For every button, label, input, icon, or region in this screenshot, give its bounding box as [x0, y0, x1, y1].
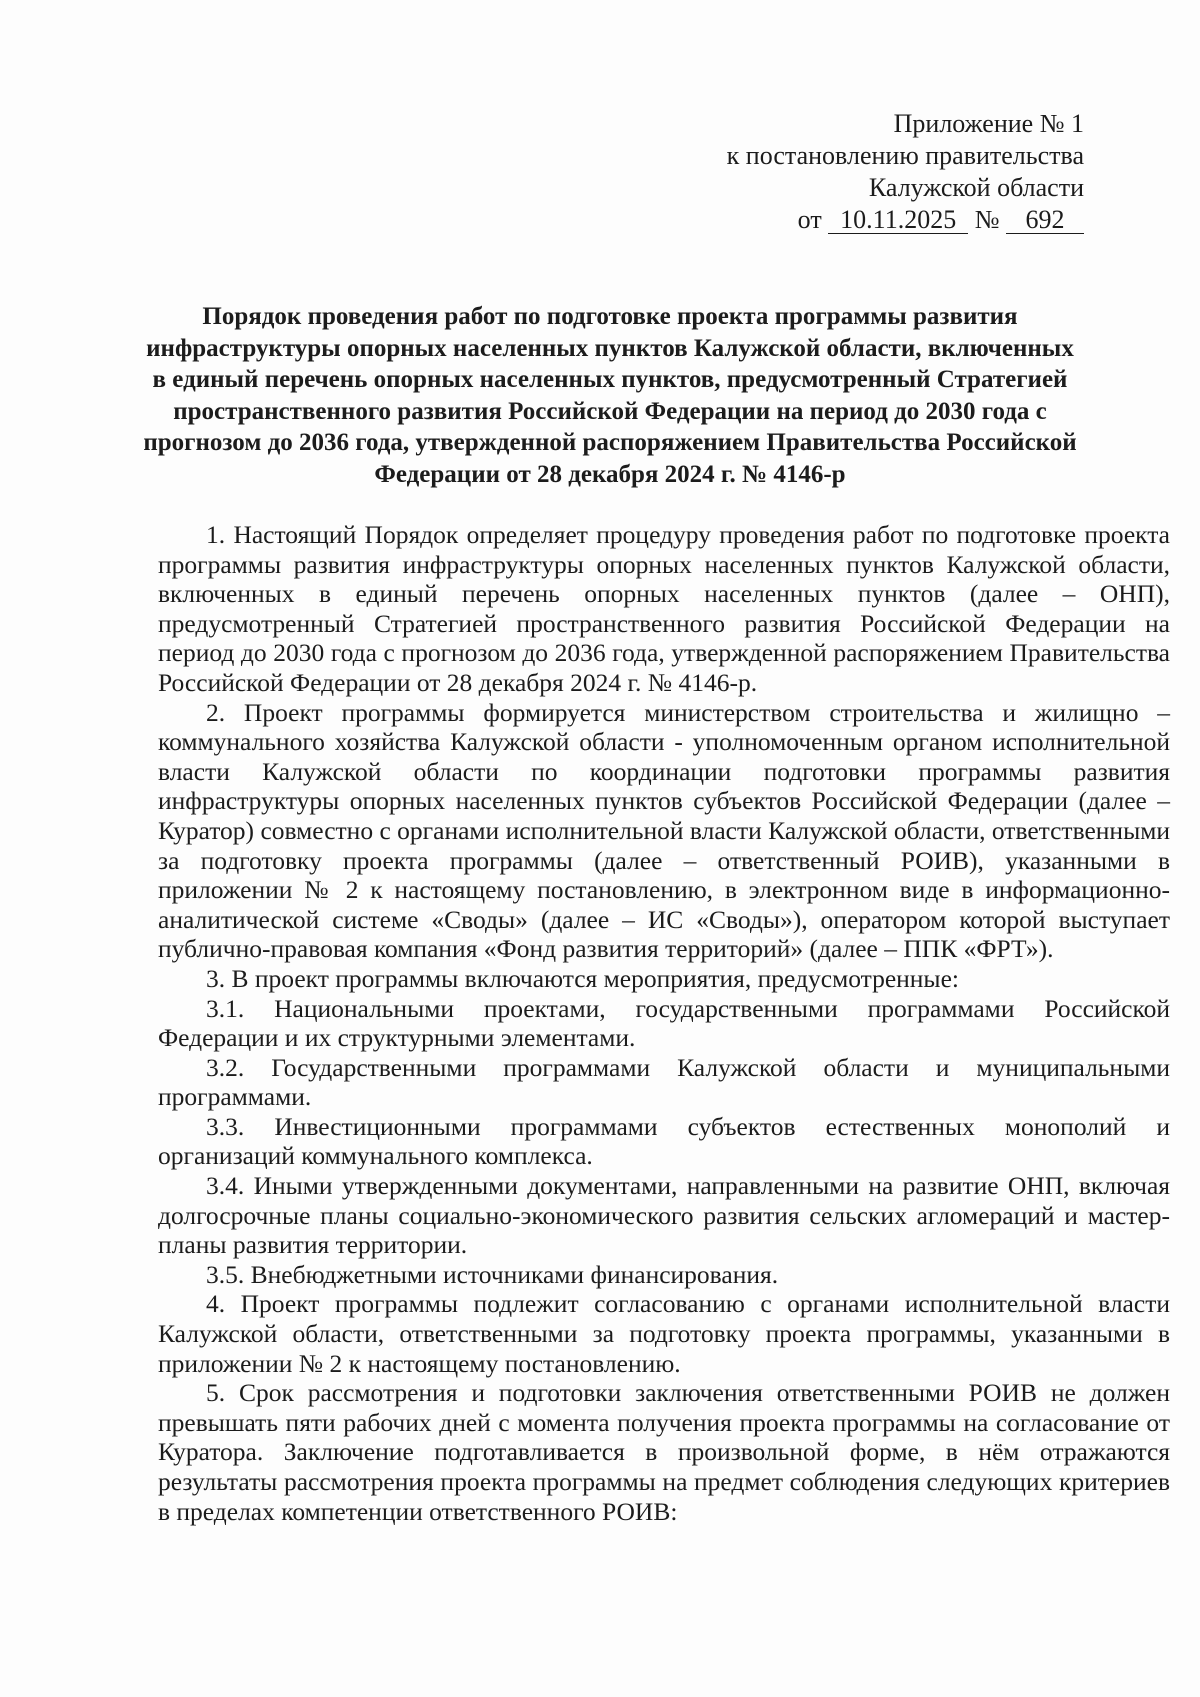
from-label: от [797, 205, 822, 234]
approval-header [727, 108, 1084, 236]
paragraph-1: 1. Настоящий Порядок определяет процедуру проведения работ по подготовке проекта программы развития инфраструктуры опорных населенных пунктов Калужской области, включенных в единый перечень опорных населенных пунктов (далее – ОНП), предусмотренный Стратегией пространственного развития Российской Федерации на период до 2030 года с прогнозом до 2036 года, утвержденной распоряжением Правительства Российской Федерации от 28 декабря 2024 г. № 4146-р. [158, 520, 1170, 697]
paragraph-3-2: 3.2. Государственными программами Калужской области и муниципальными программами. [158, 1052, 1170, 1112]
number-label: № [974, 205, 1000, 234]
paragraph-3: 3. В проект программы включаются мероприятия, предусмотренные: [206, 963, 959, 993]
resolution-number: 692 [1006, 207, 1084, 234]
paragraph-2: 2. Проект программы формируется министерством строительства и жилищно – коммунального хозяйства Калужской области - уполномоченным органом исполнительной власти Калужской области по координации подготовки программы развития инфраструктуры опорных населенных пунктов субъектов Российской Федерации (далее – Куратор) совместно с органами исполнительной власти Калужской области, ответственными за подготовку проекта программы (далее – ответственный РОИВ), указанными в приложении № 2 к настоящему постановлению, в электронном виде в информационно-аналитической системе «Своды» (далее – ИС «Своды»), оператором которой выступает публично-правовая компания «Фонд развития территорий» (далее – ППК «ФРТ»). [158, 697, 1170, 964]
paragraph-3-1: 3.1. Национальными проектами, государственными программами Российской Федерации и их структурными элементами. [158, 993, 1170, 1053]
document-body [158, 520, 1170, 1526]
paragraph-5: 5. Срок рассмотрения и подготовки заключения ответственными РОИВ не должен превышать пяти рабочих дней с момента получения проекта программы на согласование от Куратора. Заключение подготавливается в произвольной форме, в нём отражаются результаты рассмотрения проекта программы на предмет соблюдения следующих критериев в пределах компетенции ответственного РОИВ: [158, 1378, 1170, 1526]
paragraph-3-4: 3.4. Иными утвержденными документами, направленными на развитие ОНП, включая долгосрочные планы социально-экономического развития сельских агломераций и мастер-планы развития территории. [158, 1171, 1170, 1260]
paragraph-3-3: 3.3. Инвестиционными программами субъектов естественных монополий и организаций коммунального комплекса. [158, 1111, 1170, 1171]
region-label: Калужской области [868, 173, 1084, 202]
resolution-label: к постановлению правительства [726, 141, 1084, 170]
appendix-label: Приложение № 1 [893, 109, 1084, 138]
document-title: Порядок проведения работ по подготовке проекта программы развития инфраструктуры опорных населенных пунктов Калужской области, включенных в единый перечень опорных населенных пунктов, предусмотренный Стратегией пространственного развития Российской Федерации на период до 2030 года с прогнозом до 2036 года, утвержденной распоряжением Правительства Российской Федерации от 28 декабря 2024 г. № 4146-р [143, 303, 1077, 488]
paragraph-3-5: 3.5. Внебюджетными источниками финансирования. [206, 1259, 779, 1289]
paragraph-4: 4. Проект программы подлежит согласованию с органами исполнительной власти Калужской области, ответственными за подготовку проекта программы, указанными в приложении № 2 к настоящему постановлению. [158, 1289, 1170, 1378]
date-number-line [727, 204, 1084, 236]
resolution-date: 10.11.2025 [828, 207, 968, 234]
